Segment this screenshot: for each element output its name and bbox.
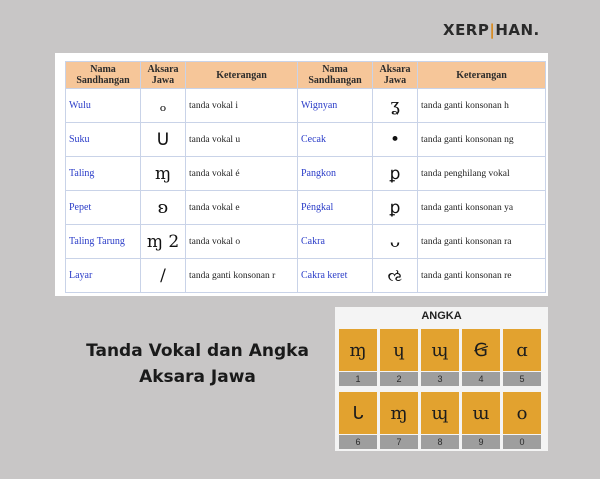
digit-cell bbox=[503, 392, 541, 449]
angka-panel bbox=[335, 307, 548, 451]
digit-glyph: ɱ bbox=[339, 329, 377, 371]
keterangan-text: tanda penghilang vokal bbox=[418, 157, 546, 191]
sandhangan-name: Péngkal bbox=[298, 191, 373, 225]
digit-number: 9 bbox=[462, 435, 500, 449]
page-title-line-2: Aksara Jawa bbox=[139, 367, 256, 387]
sandhangan-name: Layar bbox=[66, 259, 141, 293]
digit-cell bbox=[339, 329, 377, 386]
table-row bbox=[66, 89, 546, 123]
aksara-glyph: ɱ 2 bbox=[141, 225, 186, 259]
digit-cell bbox=[380, 329, 418, 386]
digit-number: 6 bbox=[339, 435, 377, 449]
aksara-glyph: ʓ bbox=[373, 89, 418, 123]
page-title-line-1: Tanda Vokal dan Angka bbox=[86, 341, 309, 361]
aksara-glyph: ᴗ bbox=[373, 225, 418, 259]
digit-number: 8 bbox=[421, 435, 459, 449]
digit-number: 5 bbox=[503, 372, 541, 386]
digit-number: 0 bbox=[503, 435, 541, 449]
keterangan-text: tanda ganti konsonan r bbox=[186, 259, 298, 293]
digit-cell bbox=[421, 329, 459, 386]
digit-glyph: ɯ bbox=[462, 392, 500, 434]
sandhangan-name: Taling bbox=[66, 157, 141, 191]
keterangan-text: tanda vokal e bbox=[186, 191, 298, 225]
page-title bbox=[70, 338, 325, 390]
digit-glyph: ɱ bbox=[380, 392, 418, 434]
sandhangan-name: Wignyan bbox=[298, 89, 373, 123]
digit-number: 4 bbox=[462, 372, 500, 386]
digit-number: 3 bbox=[421, 372, 459, 386]
header-nama-sandhangan: Nama Sandhangan bbox=[66, 62, 141, 89]
digit-cell bbox=[462, 329, 500, 386]
digit-number: 1 bbox=[339, 372, 377, 386]
digit-glyph: ɰ bbox=[421, 329, 459, 371]
aksara-glyph: ɱ bbox=[141, 157, 186, 191]
sandhangan-name: Cecak bbox=[298, 123, 373, 157]
header-keterangan: Keterangan bbox=[186, 62, 298, 89]
aksara-glyph: ꝑ bbox=[373, 191, 418, 225]
keterangan-text: tanda ganti konsonan h bbox=[418, 89, 546, 123]
keterangan-text: tanda vokal o bbox=[186, 225, 298, 259]
keterangan-text: tanda vokal é bbox=[186, 157, 298, 191]
aksara-glyph: / bbox=[141, 259, 186, 293]
keterangan-text: tanda vokal i bbox=[186, 89, 298, 123]
brand-logo bbox=[443, 21, 540, 39]
aksara-glyph: • bbox=[373, 123, 418, 157]
logo-text-left: XERP bbox=[443, 21, 490, 39]
keterangan-text: tanda ganti konsonan ra bbox=[418, 225, 546, 259]
table-row bbox=[66, 191, 546, 225]
header-aksara-jawa: Aksara Jawa bbox=[373, 62, 418, 89]
table-row bbox=[66, 225, 546, 259]
table-row bbox=[66, 157, 546, 191]
sandhangan-name: Pepet bbox=[66, 191, 141, 225]
keterangan-text: tanda vokal u bbox=[186, 123, 298, 157]
sandhangan-table-panel bbox=[55, 53, 548, 296]
digit-cell bbox=[339, 392, 377, 449]
digit-cell bbox=[462, 392, 500, 449]
sandhangan-name: Pangkon bbox=[298, 157, 373, 191]
keterangan-text: tanda ganti konsonan ya bbox=[418, 191, 546, 225]
aksara-glyph: ઌ bbox=[373, 259, 418, 293]
keterangan-text: tanda ganti konsonan re bbox=[418, 259, 546, 293]
sandhangan-name: Cakra bbox=[298, 225, 373, 259]
digit-glyph: ɑ bbox=[503, 329, 541, 371]
sandhangan-name: Suku bbox=[66, 123, 141, 157]
sandhangan-table bbox=[65, 61, 546, 293]
sandhangan-name: Wulu bbox=[66, 89, 141, 123]
digit-cell bbox=[421, 392, 459, 449]
header-aksara-jawa: Aksara Jawa bbox=[141, 62, 186, 89]
aksara-glyph: ₒ bbox=[141, 89, 186, 123]
aksara-glyph: ꝑ bbox=[373, 157, 418, 191]
digit-glyph: ɰ bbox=[421, 392, 459, 434]
table-row bbox=[66, 259, 546, 293]
table-row bbox=[66, 123, 546, 157]
aksara-glyph: ʚ bbox=[141, 191, 186, 225]
digit-glyph: o bbox=[503, 392, 541, 434]
angka-title: ANGKA bbox=[421, 310, 462, 322]
digit-cell bbox=[380, 392, 418, 449]
digit-glyph: ɥ bbox=[380, 329, 418, 371]
header-keterangan: Keterangan bbox=[418, 62, 546, 89]
digit-number: 7 bbox=[380, 435, 418, 449]
logo-text-right: HAN. bbox=[495, 21, 540, 39]
sandhangan-name: Taling Tarung bbox=[66, 225, 141, 259]
header-nama-sandhangan: Nama Sandhangan bbox=[298, 62, 373, 89]
keterangan-text: tanda ganti konsonan ng bbox=[418, 123, 546, 157]
digit-glyph: Ꞡ bbox=[462, 329, 500, 371]
logo-mark: | bbox=[489, 21, 496, 39]
digit-glyph: ᒐ bbox=[339, 392, 377, 434]
digit-number: 2 bbox=[380, 372, 418, 386]
sandhangan-name: Cakra keret bbox=[298, 259, 373, 293]
angka-grid bbox=[339, 329, 544, 449]
aksara-glyph: ᑌ bbox=[141, 123, 186, 157]
table-header-row bbox=[66, 62, 546, 89]
digit-cell bbox=[503, 329, 541, 386]
